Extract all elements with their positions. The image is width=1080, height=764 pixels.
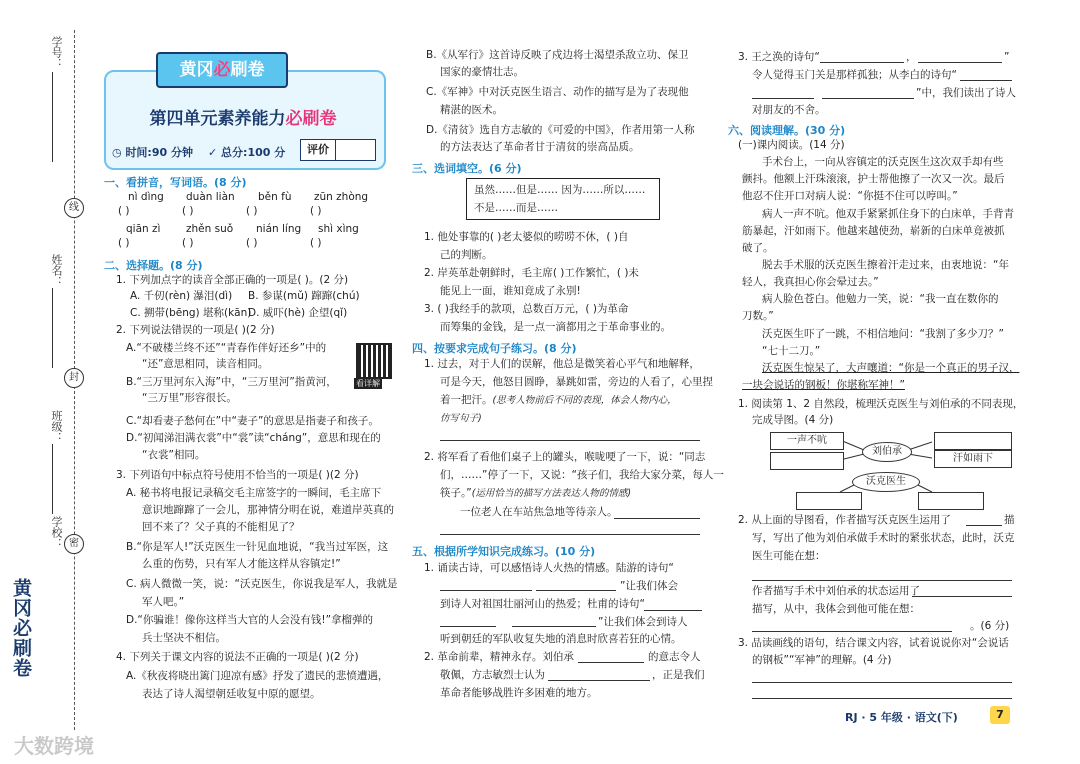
r6-2-answer-line-2[interactable] (752, 631, 952, 632)
answer-box-5[interactable]: ( ) (118, 237, 130, 249)
watermark: 大数跨境 (14, 734, 94, 758)
q5-3-line4: 对朋友的不舍。 (752, 104, 826, 116)
q2-3-option-c1[interactable]: C. 病人微微一笑，说：“沃克医生，你说我是军人，我就是 (126, 578, 398, 590)
q4-1-line3: 着一把汗。(思考人物前后不同的表现，体会人物内心， (440, 394, 677, 406)
student-id-line (52, 72, 53, 162)
q4-2-line2: 们，……”停了一下，又说：“孩子们，我给大家分菜，每人一 (440, 469, 724, 481)
q5-2-blank-2[interactable] (548, 680, 650, 681)
q3-1-line2: 己的判断。 (440, 249, 493, 261)
passage-line-2: 颤抖。他额上汗珠滚滚，护士帮他擦了一次又一次。最后 (742, 173, 1005, 185)
q2-3-option-a3: 回不来了？父子真的不能相见了？ (142, 521, 300, 533)
passage-line-8: 轻人，我真担心你会晕过去。” (742, 276, 879, 288)
pinyin-7: nián líng (256, 223, 302, 235)
q5-1-line1: 1. 诵读古诗，可以感悟诗人火热的情感。陆游的诗句“ (424, 562, 674, 574)
q5-1-blank-5[interactable] (512, 626, 596, 627)
section-1-title: 一、看拼音，写词语。(8 分) (104, 176, 247, 189)
q5-3-quote: ” (1004, 51, 1010, 63)
q4-1-line2: 可是今天，他怒目圆睁，暴跳如雷，旁边的人看了，心里捏 (440, 376, 713, 388)
class-line (52, 444, 53, 514)
answer-box-2[interactable]: ( ) (182, 205, 194, 217)
passage-line-11: 沃克医生吓了一跳，不相信地问：“我割了多少刀？” (762, 328, 1004, 340)
q2-4-stem: 4. 下列关于课文内容的说法不正确的一项是( )(2 分) (116, 651, 359, 663)
q5-3-line1-a: 3. 王之涣的诗句“ (738, 51, 820, 63)
q5-2-line1-b: 的意志令人 (648, 651, 701, 663)
r6-2-line4: 作者描写手术中刘伯承的状态运用了 (752, 585, 920, 597)
passage-line-7: 脱去手术服的沃克医生擦着汗走过来，由衷地说：“年 (762, 259, 1009, 271)
q2-2-option-b2: “三万里”形容很长。 (142, 392, 237, 404)
page-number: 7 (990, 706, 1010, 724)
passage-line-6: 破了。 (742, 242, 774, 254)
pinyin-6: zhěn suǒ (186, 223, 234, 235)
passage-line-1: 手术台上，一向从容镇定的沃克医生这次双手却有些 (762, 156, 1004, 168)
student-id-label: 学号： (50, 36, 63, 69)
r6-2-score: 。(6 分) (970, 620, 1010, 632)
q4-2-line3: 筷子。”(运用恰当的描写方法表达人物的情感) (440, 487, 632, 499)
passage-line-4: 病人一声不吭。他双手紧紧抓住身下的白床单，手背青 (762, 208, 1014, 220)
page-title: 第四单元素养能力必刷卷 (149, 109, 337, 129)
q5-1-line2: ”让我们体会 (620, 580, 678, 592)
q2-2-option-a2: “还”意思相同，读音相同。 (142, 358, 269, 370)
pinyin-5: qiān zì (126, 223, 161, 235)
q2-3-option-a1[interactable]: A. 秘书将电报记录稿交毛主席签字的一瞬间，毛主席下 (126, 487, 382, 499)
passage-line-14-underlined: 一块会说话的钢板！你堪称军神！” (742, 379, 905, 391)
q5-3-line3: ”中，我们读出了诗人 (916, 87, 1016, 99)
name-label: 姓名： (50, 254, 63, 287)
q5-3-blank-3[interactable] (960, 80, 1012, 81)
q5-2-line1-a: 2. 革命前辈，精神永存。刘伯承 (424, 651, 574, 663)
pinyin-4: zūn zhòng (314, 191, 369, 203)
q2-3-option-d1[interactable]: D.“你骗谁！像你这样当大官的人会没有钱!”拿榴弹的 (126, 614, 374, 626)
q4-1-answer-line[interactable] (440, 440, 700, 441)
q2-3-option-b1[interactable]: B.“你是军人!”沃克医生一针见血地说，“我当过军医，这 (126, 541, 389, 553)
q2-3-option-c2: 军人吧。” (142, 596, 185, 608)
name-line (52, 288, 53, 368)
footer-grade-info: RJ · 5 年级 · 语文(下) (845, 711, 958, 724)
mind-map-box-yishengbukeng: 一声不吭 (770, 432, 844, 450)
r6-2-blank-1[interactable] (966, 525, 1002, 526)
q5-3-comma: ， (906, 51, 917, 63)
q2-1-option-b[interactable]: B. 参谋(mǔ) 蹿蹿(chú) (248, 290, 360, 302)
q3-1-line1[interactable]: 1. 他处事靠的( )老太婆似的唠唠不休，( )自 (424, 231, 629, 243)
pinyin-3: běn fù (258, 191, 292, 203)
mind-map-blank-box-2[interactable] (934, 432, 1012, 450)
r6-3-line1: 3. 品读画线的语句，结合课文内容，试着说说你对“会说话 (738, 637, 1009, 649)
class-label: 班级： (50, 410, 63, 443)
q5-3-blank-1[interactable] (820, 62, 904, 63)
section-6-title: 六、阅读理解。(30 分) (728, 124, 846, 137)
total-score-info: ✓ 总分:100 分 (208, 146, 286, 159)
qr-caption: 看详解 (356, 379, 380, 388)
seal-feng: 封 (64, 368, 84, 388)
q2-3-option-a2: 意识地蹿蹿了一会儿，那神情分明在说，难道岸英真的 (142, 504, 394, 516)
passage-line-3: 他忍不住开口对病人说：“你挺不住可以哼叫。” (742, 190, 958, 202)
answer-box-4[interactable]: ( ) (310, 205, 322, 217)
pinyin-2: duàn liàn (186, 191, 235, 203)
r6-3-answer-line-2[interactable] (752, 698, 1012, 699)
r6-3-line2: 的钢板”“军神”的理解。(4 分) (752, 654, 892, 666)
q5-3-blank-4[interactable] (752, 98, 814, 99)
q4-2-line1: 2. 将军看了看他们桌子上的罐头，喉咙哽了一下，说：“同志 (424, 451, 706, 463)
qr-code[interactable] (356, 343, 392, 379)
r6-1-line1: 1. 阅读第 1、2 自然段，梳理沃克医生与刘伯承的不同表现， (738, 398, 1024, 410)
q3-2-line1[interactable]: 2. 岸英革赴朝鲜时，毛主席( )工作繁忙，( )未 (424, 267, 639, 279)
q4-1-line4: 仿写句子) (440, 413, 482, 424)
q2-4-option-b1[interactable]: B.《从军行》这首诗反映了戍边将士渴望杀敌立功、保卫 (426, 49, 689, 61)
q2-2-option-d1[interactable]: D.“初闻涕泪满衣裳”中“裳”读“cháng”，意思和现在的 (126, 432, 381, 444)
r6-2-line3: 医生可能在想： (752, 550, 826, 562)
q3-3-line1[interactable]: 3. ( )我经手的款项，总数百万元，( )为革命 (424, 303, 629, 315)
pinyin-8: shì xìng (318, 223, 359, 235)
mind-map-node-walker: 沃克医生 (852, 472, 920, 492)
q3-2-line2: 能见上一面，谁知竟成了永别! (440, 285, 581, 297)
q4-2-sentence: 一位老人在车站焦急地等待亲人。 (460, 506, 618, 518)
answer-box-1[interactable]: ( ) (118, 205, 130, 217)
q2-2-stem: 2. 下列说法错误的一项是( )(2 分) (116, 324, 275, 336)
q5-2-line2-b: ，正是我们 (652, 669, 705, 681)
r6-2-line5: 描写，从中，我体会到他可能在想： (752, 603, 920, 615)
q2-1-option-c[interactable]: C. 搠带(bēng) 堪称(kān) (130, 307, 252, 319)
q5-2-line3: 革命者能够战胜许多困难的地方。 (440, 687, 598, 699)
r6-3-answer-line-1[interactable] (752, 682, 1012, 683)
q5-3-line2: 令人觉得玉门关是那样孤独；从李白的诗句“ (752, 69, 957, 81)
q2-4-option-c1[interactable]: C.《军神》中对沃克医生语言、动作的描写是为了表现他 (426, 86, 689, 98)
passage-line-5: 筋暴起，汗如雨下。他越来越使劲，崭新的白床单竟被抓 (742, 225, 1005, 237)
q2-4-option-b2: 国家的豪情壮志。 (440, 66, 524, 78)
reading-sub-title: (一)课内阅读。(14 分) (738, 139, 845, 151)
q2-4-option-a2: 表达了诗人渴望朝廷收复中原的愿望。 (142, 688, 321, 700)
q2-1-option-d[interactable]: D. 威吓(hè) 企望(qǐ) (248, 307, 348, 319)
q2-2-option-b1[interactable]: B.“三万里河东入海”中，“三万里河”指黄河， (126, 376, 337, 388)
seal-mi: 密 (64, 534, 84, 554)
q4-2-answer-line-1[interactable] (614, 518, 700, 519)
r6-2-blank-2[interactable] (912, 596, 1012, 597)
passage-line-10: 刀数。” (742, 310, 774, 322)
q2-1-option-a[interactable]: A. 千仞(rèn) 瀑泪(dì) (130, 290, 233, 302)
q2-1-stem: 1. 下列加点字的读音全部正确的一项是( )。(2 分) (116, 274, 349, 286)
q5-3-blank-2[interactable] (918, 62, 1002, 63)
q2-4-option-a1[interactable]: A.《秋夜将晓出篱门迎凉有感》抒发了遗民的悲愤遭遇， (126, 670, 389, 682)
passage-line-9: 病人脸色苍白。他勉力一笑，说：“我一直在数你的 (762, 293, 999, 305)
word-bank-row-2: 不是……而是…… (474, 202, 558, 214)
brand-banner: 黄冈必刷卷 (156, 52, 288, 88)
q5-1-blank-3[interactable] (644, 610, 702, 611)
q5-2-line2-a: 敬佩，方志敏烈士认为 (440, 669, 545, 681)
r6-2-line1-end: 描 (1004, 514, 1015, 526)
q3-3-line2: 而筹集的金钱，是一点一滴都用之于革命事业的。 (440, 321, 671, 333)
binding-strip (0, 0, 98, 764)
answer-box-3[interactable]: ( ) (246, 205, 258, 217)
q2-2-option-d2: “衣裳”相同。 (142, 449, 206, 461)
mind-map-blank-box-1[interactable] (770, 452, 844, 470)
q4-2-answer-line-2[interactable] (440, 534, 700, 535)
q2-3-stem: 3. 下列语句中标点符号使用不恰当的一项是( )(2 分) (116, 469, 359, 481)
answer-box-8[interactable]: ( ) (310, 237, 322, 249)
q5-1-blank-1[interactable] (440, 590, 532, 591)
section-2-title: 二、选择题。(8 分) (104, 259, 203, 272)
mind-map-blank-box-3[interactable] (796, 492, 862, 510)
q5-2-blank-1[interactable] (578, 662, 644, 663)
seal-xian: 线 (64, 198, 84, 218)
q2-3-option-d2: 兵士坚决不相信。 (142, 632, 226, 644)
mind-map-node-liu: 刘伯承 (862, 442, 912, 462)
r6-2-line1: 2. 从上面的导图看，作者描写沃克医生运用了 (738, 514, 951, 526)
r6-2-line2: 写，写出了他为刘伯承做手术时的紧张状态，此时，沃克 (752, 532, 1015, 544)
q5-1-line3: 到诗人对祖国壮丽河山的热爱；杜甫的诗句“ (440, 598, 645, 610)
q4-1-line1: 1. 过去，对于人们的误解，他总是微笑着心平气和地解释， (424, 358, 700, 370)
q2-4-option-d2: 的方法表达了革命者甘于清贫的崇高品质。 (440, 141, 640, 153)
passage-line-13-underlined: 沃克医生惊呆了，大声嚷道：“你是一个真正的男子汉， (762, 362, 1020, 374)
q2-2-option-c[interactable]: C.“却看妻子愁何在”中“妻子”的意思是指妻子和孩子。 (126, 415, 379, 427)
answer-box-7[interactable]: ( ) (246, 237, 258, 249)
r6-1-line2: 完成导图。(4 分) (752, 414, 834, 426)
mind-map-blank-box-4[interactable] (918, 492, 984, 510)
section-4-title: 四、按要求完成句子练习。(8 分) (412, 342, 577, 355)
passage-line-12: “七十二刀。” (762, 345, 821, 357)
evaluation-box[interactable]: 评价 (300, 139, 376, 161)
pinyin-1: nì dìng (128, 191, 164, 203)
q5-3-blank-5[interactable] (822, 98, 914, 99)
mind-map-box-hanruyuxia: 汗如雨下 (934, 450, 1012, 468)
q5-1-line4: ”让我们体会到诗人 (598, 616, 688, 628)
school-label: 学校： (50, 516, 63, 549)
q5-1-line5: 听到朝廷的军队收复失地的消息时欣喜若狂的心情。 (440, 633, 682, 645)
q2-2-option-a1[interactable]: A.“不破楼兰终不还”“青春作伴好还乡”中的 (126, 342, 327, 354)
q2-3-option-b2: 么重的伤势，只有军人才能这样从容镇定!” (142, 558, 341, 570)
q2-4-option-c2: 精湛的医术。 (440, 104, 503, 116)
q5-1-blank-2[interactable] (536, 590, 616, 591)
q2-4-option-d1[interactable]: D.《清贫》选自方志敏的《可爱的中国》，作者用第一人称 (426, 124, 695, 136)
vertical-brand-logo: 黄冈必刷卷 (8, 578, 52, 728)
section-3-title: 三、选词填空。(6 分) (412, 162, 522, 175)
r6-2-answer-line-1[interactable] (752, 580, 1012, 581)
word-bank-row-1: 虽然……但是…… 因为……所以…… (474, 184, 646, 196)
time-info: ◷ 时间:90 分钟 (112, 146, 193, 159)
q5-1-blank-4[interactable] (440, 626, 496, 627)
section-5-title: 五、根据所学知识完成练习。(10 分) (412, 545, 596, 558)
answer-box-6[interactable]: ( ) (182, 237, 194, 249)
